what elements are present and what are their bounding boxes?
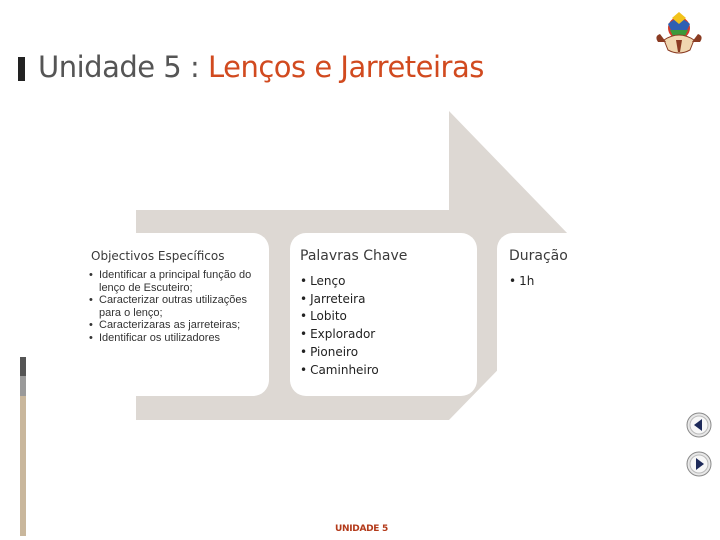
- list-item: • Lobito: [300, 309, 347, 324]
- list-item: • Lenço: [300, 274, 346, 288]
- page-title: [38, 50, 484, 84]
- scout-logo: [650, 10, 708, 60]
- title-marker: [18, 57, 25, 81]
- keywords-list: [300, 273, 379, 379]
- list-item: • Identificar a principal função do lenço de Escuteiro;: [89, 269, 267, 294]
- list-item: • Caracterizar outras utilizações para o lenço;: [89, 294, 267, 319]
- duration-heading: Duração: [509, 248, 568, 264]
- list-item: • Pioneiro: [300, 344, 359, 359]
- list-item: • Caracterizaras as jarreteiras;: [89, 319, 267, 332]
- keywords-heading: Palavras Chave: [300, 248, 408, 264]
- footer-label: UNIDADE 5: [335, 524, 388, 534]
- list-item: • Identificar os utilizadores: [89, 332, 267, 345]
- next-icon[interactable]: [686, 451, 712, 477]
- lesson-title: Lenços e Jarreteiras: [207, 50, 484, 84]
- decorative-bars: [20, 357, 26, 536]
- list-item: • Caminheiro: [300, 362, 379, 377]
- list-item: • 1h: [509, 274, 535, 288]
- list-item: • Explorador: [300, 327, 376, 342]
- objectives-heading: Objectivos Específicos: [91, 249, 225, 263]
- previous-icon[interactable]: [686, 412, 712, 438]
- keywords-card: [290, 233, 477, 396]
- objectives-card: [83, 233, 269, 396]
- duration-card: [497, 233, 603, 396]
- title-separator: :: [181, 50, 208, 84]
- objectives-list: [89, 269, 267, 344]
- unit-label: Unidade 5: [38, 50, 182, 84]
- list-item: • Jarreteira: [300, 291, 366, 306]
- duration-list: [509, 273, 534, 291]
